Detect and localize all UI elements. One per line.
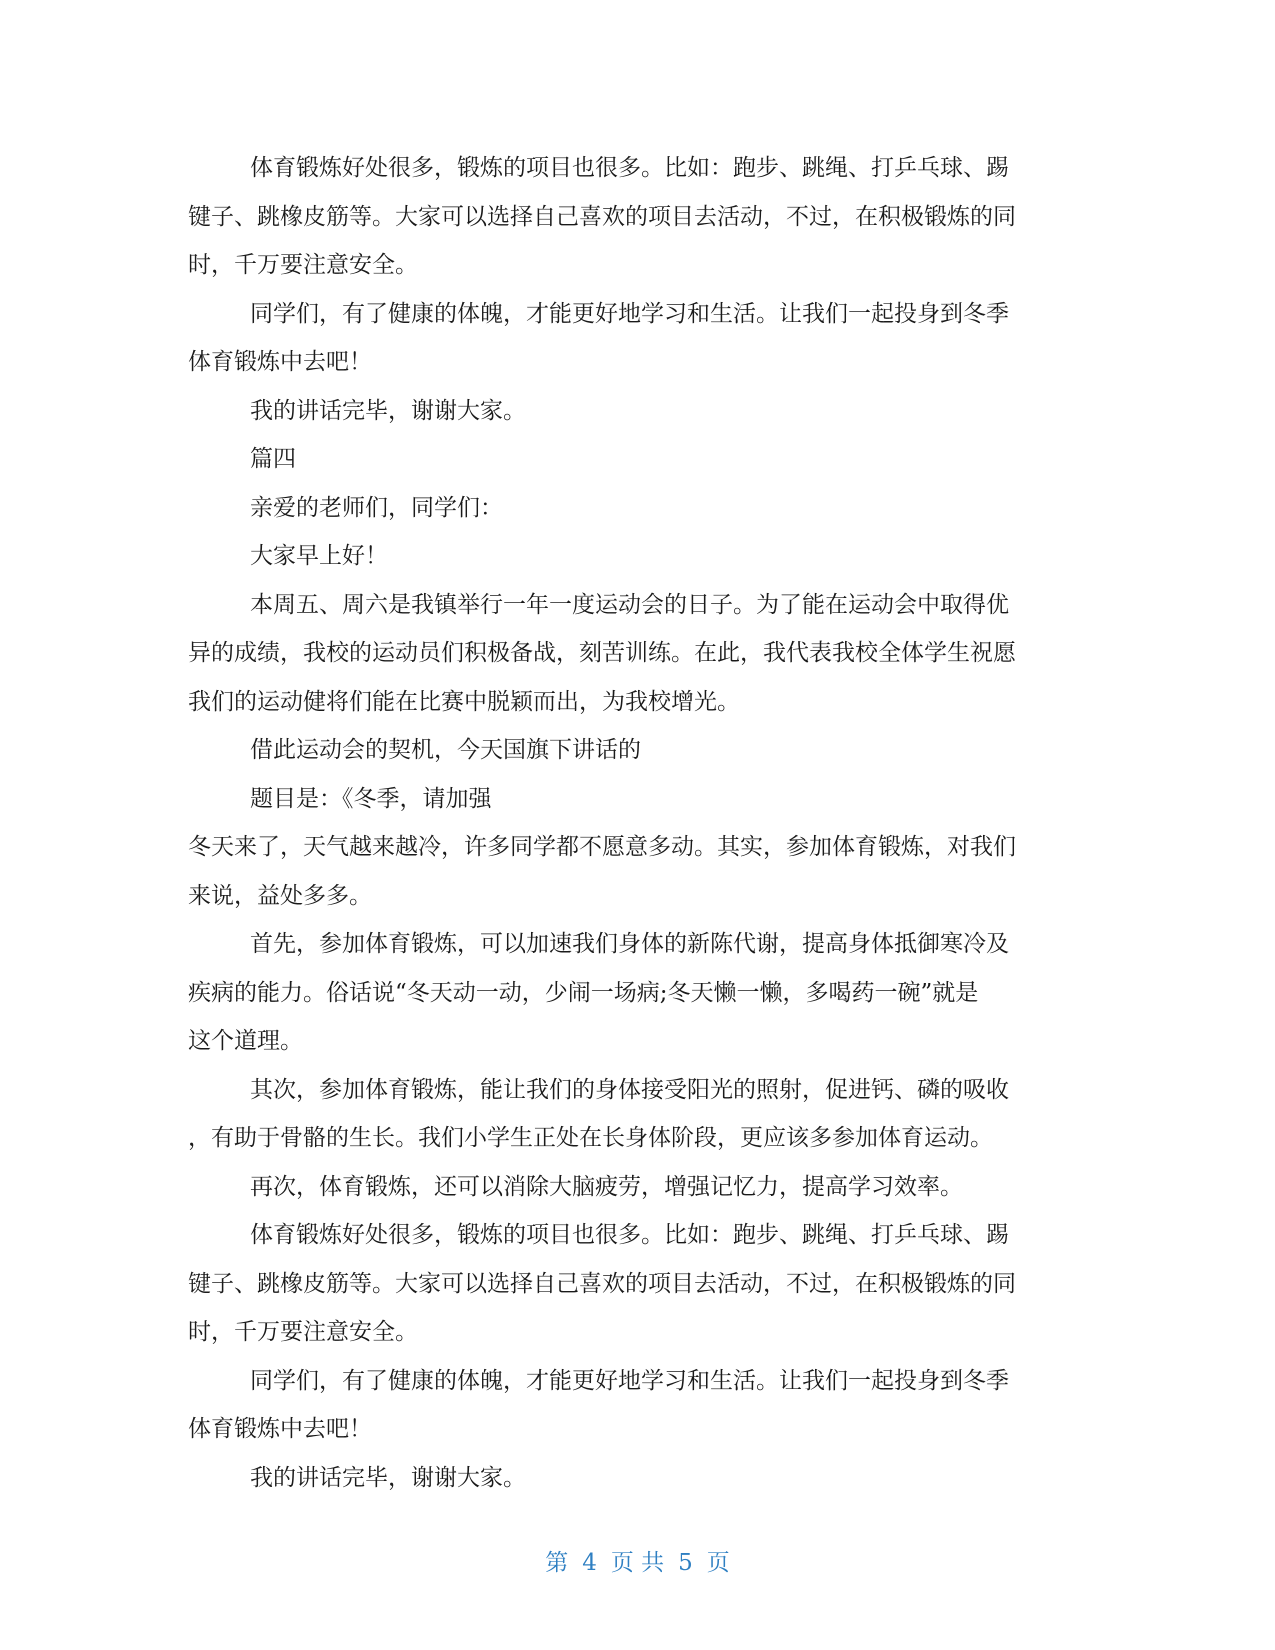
text-line: 篇四 (250, 446, 296, 472)
page-footer (0, 1544, 1275, 1577)
text-line: 同学们，有了健康的体魄，才能更好地学习和生活。让我们一起投身到冬季 (250, 300, 1009, 327)
text-line: 其次，参加体育锻炼，能让我们的身体接受阳光的照射，促进钙、磷的吸收 (250, 1076, 1009, 1103)
text-line: 来说，益处多多。 (188, 882, 372, 909)
text-line: 体育锻炼好处很多，锻炼的项目也很多。比如：跑步、跳绳、打乒乓球、踢 (250, 1222, 1009, 1248)
text-line: 本周五、周六是我镇举行一年一度运动会的日子。为了能在运动会中取得优 (250, 591, 1009, 618)
footer-suffix: 页 (706, 1550, 730, 1576)
text-line: 冬天来了，天气越来越冷，许多同学都不愿意多动。其实，参加体育锻炼，对我们 (188, 834, 1016, 860)
text-line: 题目是：《冬季，请加强 (250, 785, 492, 812)
text-line: 亲爱的老师们，同学们： (250, 494, 503, 521)
text-line: 键子、跳橡皮筋等。大家可以选择自己喜欢的项目去活动，不过，在积极锻炼的同 (188, 1270, 1016, 1297)
text-line: 再次，体育锻炼，还可以消除大脑疲劳，增强记忆力，提高学习效率。 (250, 1173, 963, 1200)
text-line: 借此运动会的契机，今天国旗下讲话的 (250, 737, 641, 763)
text-line: 疾病的能力。俗话说“冬天动一动，少闹一场病;冬天懒一懒，多喝药一碗”就是 (188, 979, 979, 1006)
text-line: 体育锻炼中去吧！ (188, 1416, 372, 1442)
text-line: 体育锻炼好处很多，锻炼的项目也很多。比如：跑步、跳绳、打乒乓球、踢 (250, 155, 1009, 181)
footer-middle: 页 共 (610, 1550, 665, 1576)
text-line: 时，千万要注意安全。 (188, 252, 418, 278)
text-line: 首先，参加体育锻炼，可以加速我们身体的新陈代谢，提高身体抵御寒冷及 (250, 931, 1009, 957)
document-body (188, 144, 1088, 1502)
text-line: 大家早上好！ (250, 543, 388, 569)
text-line: 时，千万要注意安全。 (188, 1319, 418, 1345)
text-line: 我的讲话完毕，谢谢大家。 (250, 397, 526, 424)
text-line: 我们的运动健将们能在比赛中脱颖而出，为我校增光。 (188, 688, 740, 715)
text-line: 键子、跳橡皮筋等。大家可以选择自己喜欢的项目去活动，不过，在积极锻炼的同 (188, 203, 1016, 230)
current-page-number: 4 (582, 1550, 597, 1576)
total-page-number: 5 (678, 1550, 693, 1576)
text-line: 我的讲话完毕，谢谢大家。 (250, 1464, 526, 1491)
text-line: 体育锻炼中去吧！ (188, 349, 372, 375)
text-line: 异的成绩，我校的运动员们积极备战，刻苦训练。在此，我代表我校全体学生祝愿 (188, 640, 1016, 666)
text-line: 同学们，有了健康的体魄，才能更好地学习和生活。让我们一起投身到冬季 (250, 1367, 1009, 1394)
text-line: 这个道理。 (188, 1028, 303, 1054)
text-line: ，有助于骨骼的生长。我们小学生正处在长身体阶段，更应该多参加体育运动。 (188, 1125, 993, 1151)
footer-prefix: 第 (545, 1550, 569, 1576)
